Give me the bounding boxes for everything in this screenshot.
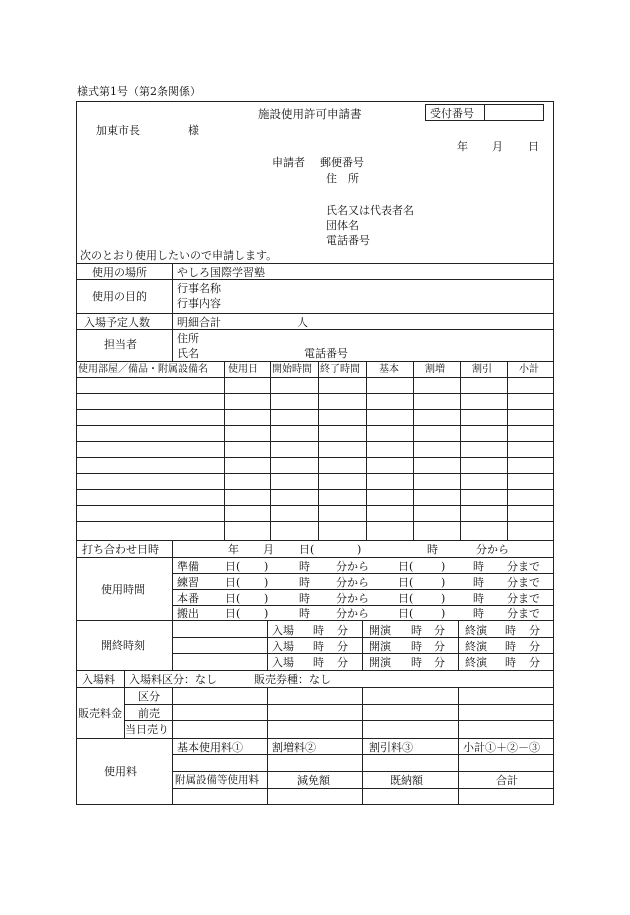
sales-category: 区分 (138, 690, 160, 703)
usage-hour: 時 (299, 607, 310, 620)
start-label: 開演 (369, 640, 391, 653)
usage-until: 分まで (507, 560, 540, 573)
entry-hour: 時 (313, 640, 324, 653)
start-minute: 分 (434, 656, 445, 669)
start-minute: 分 (434, 640, 445, 653)
sales-label: 販売料金 (78, 707, 122, 720)
start-hour: 時 (411, 656, 422, 669)
usage-row-name: 本番 (177, 592, 199, 605)
start-hour: 時 (411, 640, 422, 653)
start-minute: 分 (434, 624, 445, 637)
usage-close: ) (441, 560, 446, 573)
start-label: 開演 (369, 656, 391, 669)
usage-hour: 時 (473, 576, 484, 589)
meeting-hour: 時 (427, 543, 438, 556)
applicant-org: 団体名 (326, 219, 359, 232)
entry-hour: 時 (313, 656, 324, 669)
end-label: 終演 (465, 624, 487, 637)
usage-hour: 時 (473, 592, 484, 605)
applicant-name: 氏名又は代表者名 (326, 204, 414, 217)
attendance-detail: 明細合計 (177, 316, 221, 329)
usage-day: 日( (398, 560, 414, 573)
usage-day: 日( (398, 576, 414, 589)
admission-label: 入場料 (82, 673, 115, 686)
entry-label: 入場 (272, 624, 294, 637)
header-discount: 割引 (472, 364, 492, 375)
end-label: 終演 (465, 656, 487, 669)
sales-advance: 前売 (138, 707, 160, 720)
entry-minute: 分 (337, 656, 348, 669)
receipt-number-label: 受付番号 (430, 107, 474, 120)
usage-day: 日( (225, 592, 241, 605)
purpose-label: 使用の目的 (92, 290, 147, 303)
fee-total: 合計 (496, 774, 518, 787)
header-date: 使用日 (228, 364, 258, 375)
usage-row-name: 搬出 (177, 607, 199, 620)
entry-minute: 分 (337, 640, 348, 653)
applicant-phone: 電話番号 (326, 234, 370, 247)
fee-surcharge: 割増料② (272, 741, 316, 754)
addressee: 加東市長 (96, 124, 140, 137)
fee-discount: 割引料③ (369, 741, 413, 754)
usage-from: 分から (336, 592, 369, 605)
usage-close: ) (264, 560, 269, 573)
attendance-unit: 人 (297, 316, 308, 329)
end-minute: 分 (529, 640, 540, 653)
form-code: 様式第1号（第2条関係） (77, 85, 201, 98)
usage-close: ) (264, 592, 269, 605)
usage-hour: 時 (299, 576, 310, 589)
venue-label: 使用の場所 (92, 266, 147, 279)
usage-hour: 時 (473, 607, 484, 620)
end-hour: 時 (505, 640, 516, 653)
usage-until: 分まで (507, 607, 540, 620)
applicant-postal: 郵便番号 (320, 156, 364, 169)
usage-from: 分から (336, 560, 369, 573)
applicant-label: 申請者 (272, 156, 305, 169)
usage-row-name: 練習 (177, 576, 199, 589)
event-name-label: 行事名称 (177, 282, 221, 295)
usage-from: 分から (336, 576, 369, 589)
fee-basic: 基本使用料① (177, 741, 243, 754)
entry-minute: 分 (337, 624, 348, 637)
usage-time-label: 使用時間 (101, 583, 145, 596)
applicant-address: 住 所 (326, 172, 359, 185)
meeting-day: 日( (299, 543, 315, 556)
fee-reduction: 減免額 (297, 774, 330, 787)
usage-until: 分まで (507, 592, 540, 605)
end-minute: 分 (529, 624, 540, 637)
header-end: 終了時間 (320, 364, 360, 375)
admission-tickets: 販売券種：なし (254, 673, 331, 686)
usage-day: 日( (225, 607, 241, 620)
date-year: 年 (457, 140, 468, 153)
usage-hour: 時 (473, 560, 484, 573)
intro-text: 次のとおり使用したいので申請します。 (80, 249, 278, 262)
header-surcharge: 割増 (425, 364, 445, 375)
usage-day: 日( (398, 607, 414, 620)
usage-day: 日( (225, 560, 241, 573)
open-close-label: 開終時刻 (101, 639, 145, 652)
usage-day: 日( (398, 592, 414, 605)
sales-door: 当日売り (125, 723, 169, 736)
usage-close: ) (441, 576, 446, 589)
start-label: 開演 (369, 624, 391, 637)
end-hour: 時 (505, 624, 516, 637)
contact-label: 担当者 (104, 338, 137, 351)
end-hour: 時 (505, 656, 516, 669)
usage-hour: 時 (299, 560, 310, 573)
fees-label: 使用料 (104, 765, 137, 778)
date-month: 月 (492, 140, 503, 153)
fee-subtotal: 小計①＋②－③ (463, 741, 540, 754)
start-hour: 時 (411, 624, 422, 637)
usage-close: ) (441, 607, 446, 620)
header-basic: 基本 (379, 364, 399, 375)
header-room: 使用部屋／備品・附属設備名 (78, 364, 208, 375)
usage-from: 分から (336, 607, 369, 620)
entry-label: 入場 (272, 640, 294, 653)
meeting-close: ) (357, 543, 362, 556)
contact-address: 住所 (177, 332, 199, 345)
date-day: 日 (528, 140, 539, 153)
usage-close: ) (264, 607, 269, 620)
header-start: 開始時間 (272, 364, 312, 375)
header-subtotal: 小計 (519, 364, 539, 375)
meeting-label: 打ち合わせ日時 (82, 543, 159, 556)
usage-day: 日( (225, 576, 241, 589)
contact-phone: 電話番号 (304, 347, 348, 360)
usage-until: 分まで (507, 576, 540, 589)
usage-row-name: 準備 (177, 560, 199, 573)
usage-hour: 時 (299, 592, 310, 605)
event-content-label: 行事内容 (177, 297, 221, 310)
fee-equipment: 附属設備等使用料 (175, 774, 259, 786)
meeting-year: 年 (228, 543, 239, 556)
form-title: 施設使用許可申請書 (258, 107, 362, 121)
attendance-label: 入場予定人数 (84, 316, 150, 329)
entry-label: 入場 (272, 656, 294, 669)
honorific: 様 (188, 124, 199, 137)
admission-category: 入場料区分：なし (129, 673, 217, 686)
usage-close: ) (441, 592, 446, 605)
venue-value: やしろ国際学習塾 (177, 266, 265, 279)
end-label: 終演 (465, 640, 487, 653)
meeting-minute: 分から (476, 543, 509, 556)
end-minute: 分 (529, 656, 540, 669)
meeting-month: 月 (263, 543, 274, 556)
entry-hour: 時 (313, 624, 324, 637)
fee-paid: 既納額 (390, 774, 423, 787)
contact-name: 氏名 (177, 347, 199, 360)
usage-close: ) (264, 576, 269, 589)
